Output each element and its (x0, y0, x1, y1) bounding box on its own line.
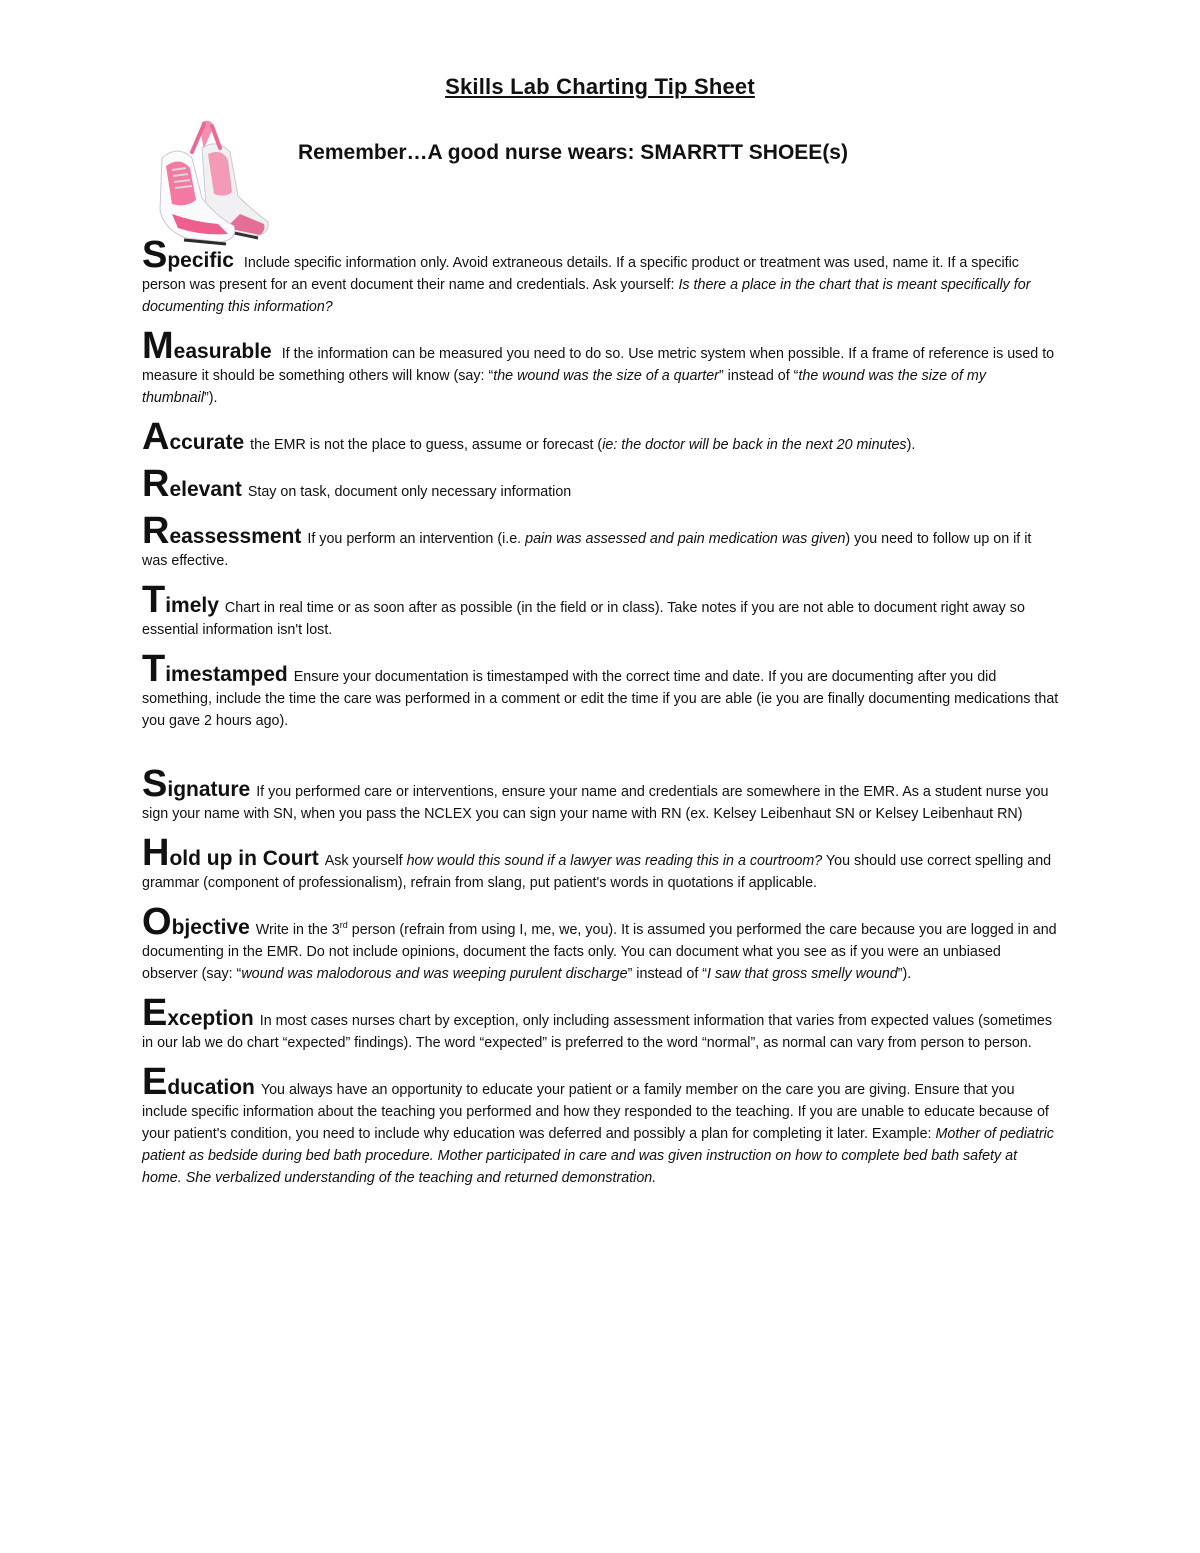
entry-term: pecific (167, 249, 234, 272)
entry-letter: S (142, 763, 168, 805)
entry-term: eassessment (169, 525, 302, 548)
entry-exception (142, 992, 1060, 1054)
entry-term: elevant (169, 478, 242, 501)
entry-text: ) you need to follow up on if it was effective. (142, 531, 1032, 569)
ordinal-suffix: rd (339, 920, 348, 931)
entry-text: Write in the 3 (255, 922, 340, 938)
entry-term: ccurate (169, 431, 245, 454)
entry-text: ”). (204, 390, 218, 406)
entry-letter: R (142, 463, 170, 505)
entry-text: ). (906, 437, 916, 453)
entry-objective (142, 901, 1060, 985)
entry-term: bjective (171, 916, 250, 939)
entry-text: If you perform an intervention (i.e. (307, 531, 526, 547)
entry-text: ” instead of “ (627, 966, 708, 982)
mnemonic-list (142, 234, 1060, 1202)
entry-term: xception (167, 1007, 254, 1030)
entry-text: the EMR is not the place to guess, assume or forecast ( (250, 437, 603, 453)
entry-text: Ensure your documentation is timestamped with the correct time and date. If you are documenting after you did something, include the time the care was performed in a comment or edit the time if you are able (ie you are finally documenting medications that you gave 2 hours ago). (142, 669, 1059, 729)
entry-letter: A (142, 416, 170, 458)
entry-education (142, 1061, 1060, 1189)
entry-letter: T (142, 579, 166, 621)
entry-italic: the wound was the size of a quarter (493, 368, 719, 384)
entry-italic: the wound was the size of my thumbnail (142, 368, 986, 406)
entry-term: imestamped (165, 663, 288, 686)
entry-text: Ask yourself (324, 853, 407, 869)
entry-letter: S (142, 234, 168, 276)
spacer (142, 745, 1060, 769)
entry-text: ” instead of “ (718, 368, 799, 384)
entry-italic: pain was assessed and pain medication was given (525, 531, 846, 547)
entry-term: old up in Court (169, 847, 319, 870)
entry-letter: O (142, 901, 172, 943)
entry-reassessment (142, 510, 1060, 572)
entry-relevant (142, 463, 1060, 505)
entry-specific (142, 234, 1060, 318)
entry-term: easurable (173, 340, 272, 363)
entry-term: imely (165, 594, 219, 617)
entry-letter: T (142, 648, 166, 690)
entry-italic: I saw that gross smelly wound (707, 966, 898, 982)
entry-letter: R (142, 510, 170, 552)
entry-letter: M (142, 325, 174, 367)
entry-italic: Is there a place in the chart that is meant specifically for documenting this information? (142, 277, 1031, 315)
entry-timely (142, 579, 1060, 641)
entry-text: In most cases nurses chart by exception, only including assessment information that varies from expected values (sometimes in our lab we do chart “expected” findings). The word “expected” is preferred to the word “normal”, as normal can vary from person to person. (142, 1013, 1052, 1051)
entry-signature (142, 763, 1060, 825)
pink-sneakers-image (142, 118, 272, 250)
entry-italic: wound was malodorous and was weeping purulent discharge (241, 966, 628, 982)
entry-text: You always have an opportunity to educate your patient or a family member on the care you are giving. Ensure that you include specific information about the teaching you performed and how they responded to the teaching. If you are unable to educate because of your patient's condition, you need to include why education was deferred and possibly a plan for completing it later. Example: (142, 1082, 1049, 1142)
entry-italic: ie: the doctor will be back in the next 20 minutes (602, 437, 907, 453)
entry-text: Include specific information only. Avoid extraneous details. If a specific product or treatment was used, name it. If a specific person was present for an event document their name and credentials. Ask yourself: (142, 255, 1019, 293)
entry-letter: E (142, 992, 168, 1034)
entry-text: Stay on task, document only necessary information (247, 484, 572, 500)
entry-measurable (142, 325, 1060, 409)
entry-text: Chart in real time or as soon after as possible (in the field or in class). Take notes if you are not able to document right away so essential information isn't lost. (142, 600, 1025, 638)
entry-letter: E (142, 1061, 168, 1103)
entry-timestamped (142, 648, 1060, 732)
entry-term: ducation (167, 1076, 255, 1099)
entry-text: person (refrain from using I, me, we, you). It is assumed you performed the care because you are logged in and documenting in the EMR. Do not include opinions, document the facts only. You can document what you see as if you were an unbiased observer (say: “ (142, 922, 1057, 982)
entry-term: ignature (167, 778, 251, 801)
entry-letter: H (142, 832, 170, 874)
entry-text: If you performed care or interventions, ensure your name and credentials are somewhere in the EMR. As a student nurse you sign your name with SN, when you pass the NCLEX you can sign your name with RN (ex. Kelsey Leibenhaut SN or Kelsey Leibenhaut RN) (142, 784, 1049, 822)
entry-text: If the information can be measured you need to do so. Use metric system when possible. If a frame of reference is used to measure it should be something others will know (say: “ (142, 346, 1055, 384)
entry-text: ”). (897, 966, 912, 982)
entry-italic: how would this sound if a lawyer was reading this in a courtroom? (406, 853, 823, 869)
entry-text: You should use correct spelling and grammar (component of professionalism), refrain from slang, put patient's words in quotations if applicable. (142, 853, 1052, 891)
entry-hold-up-in-court (142, 832, 1060, 894)
subtitle-smarrtt-shoees: Remember…A good nurse wears: SMARRTT SHOEE(s) (298, 141, 848, 164)
entry-italic: Mother of pediatric patient as bedside during bed bath procedure. Mother participated in care and was given instruction on how to complete bed bath safety at home. She verbalized understanding of the teaching and returned demonstration. (142, 1126, 1054, 1186)
entry-accurate (142, 416, 1060, 458)
page-title: Skills Lab Charting Tip Sheet (445, 74, 755, 99)
